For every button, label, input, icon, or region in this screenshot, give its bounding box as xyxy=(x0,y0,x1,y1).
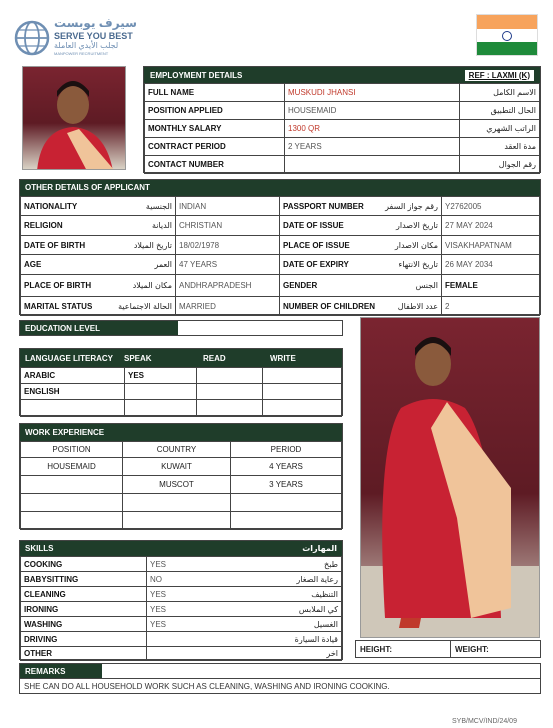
height-label: HEIGHT: xyxy=(356,641,451,657)
other-value: ANDHRAPRADESH xyxy=(176,275,280,297)
language-table xyxy=(20,367,342,417)
language-cell: YES xyxy=(125,368,197,384)
other-value: 18/02/1978 xyxy=(176,236,280,255)
skill-value: YES xyxy=(147,602,262,617)
employment-label-ar: مدة العقد xyxy=(460,138,540,156)
work-col-period: PERIOD xyxy=(231,442,342,458)
brand-arabic: سيرف يوبست xyxy=(54,16,137,30)
language-col-speak: SPEAK xyxy=(124,353,152,363)
applicant-photo-large xyxy=(360,317,540,638)
skills-title: SKILLS xyxy=(25,544,54,553)
work-col-country: COUNTRY xyxy=(123,442,231,458)
other-label: RELIGION xyxy=(24,221,63,230)
other-label: DATE OF ISSUE xyxy=(283,221,344,230)
other-row xyxy=(21,236,540,255)
work-header-row xyxy=(21,442,342,458)
height-weight-row xyxy=(355,640,541,658)
other-label: PLACE OF ISSUE xyxy=(283,240,350,250)
language-col-literacy: LANGUAGE LITERACY xyxy=(25,353,113,363)
reference-number: REF : LAXMI (K) xyxy=(465,70,534,81)
language-header xyxy=(20,349,342,367)
language-row xyxy=(21,400,342,417)
employment-row xyxy=(145,84,540,102)
work-cell: KUWAIT xyxy=(123,458,231,476)
skill-label: DRIVING xyxy=(21,632,147,647)
other-label: AGE xyxy=(24,260,42,269)
other-value: 27 MAY 2024 xyxy=(442,216,540,236)
skills-section xyxy=(19,540,343,660)
india-flag-icon xyxy=(476,14,538,56)
work-cell xyxy=(123,512,231,530)
skills-row xyxy=(21,617,342,632)
other-value: INDIAN xyxy=(176,197,280,216)
other-row xyxy=(21,297,540,316)
education-row xyxy=(19,320,343,336)
other-label-ar: مكان الميلاد xyxy=(132,281,172,290)
other-value: Y2762005 xyxy=(442,197,540,216)
employment-value xyxy=(285,156,460,174)
other-label: GENDER xyxy=(283,281,318,290)
language-cell xyxy=(263,400,342,417)
work-cell: 3 YEARS xyxy=(231,476,342,494)
other-label-ar: الحالة الاجتماعية xyxy=(118,301,172,311)
other-value: CHRISTIAN xyxy=(176,216,280,236)
skill-value: YES xyxy=(147,617,262,632)
language-cell xyxy=(263,384,342,400)
skill-value: YES xyxy=(147,587,262,602)
work-cell: HOUSEMAID xyxy=(21,458,123,476)
other-label: MARITAL STATUS xyxy=(24,301,93,311)
skills-row xyxy=(21,557,342,572)
other-row xyxy=(21,255,540,275)
language-col-write: WRITE xyxy=(270,353,296,363)
employment-row xyxy=(145,102,540,120)
other-label: NATIONALITY xyxy=(24,201,78,211)
other-label-ar: الجنس xyxy=(415,281,438,290)
employment-label-ar: الحال التطبيق xyxy=(460,102,540,120)
employment-value: MUSKUDI JHANSI xyxy=(285,84,460,102)
skills-row xyxy=(21,602,342,617)
remarks-text: SHE CAN DO ALL HOUSEHOLD WORK SUCH AS CLEANING, WASHING AND IRONING COOKING. xyxy=(24,682,390,691)
skill-label: CLEANING xyxy=(21,587,147,602)
employment-row xyxy=(145,138,540,156)
language-row xyxy=(21,384,342,400)
skill-value xyxy=(147,647,262,661)
other-label-ar: مكان الاصدار xyxy=(394,240,438,250)
weight-label: WEIGHT: xyxy=(455,645,489,654)
other-label-ar: تاريخ الميلاد xyxy=(133,240,172,250)
skill-label-ar: كي الملابس xyxy=(262,602,342,617)
education-label: EDUCATION LEVEL xyxy=(20,321,178,335)
other-value: FEMALE xyxy=(442,275,540,297)
work-experience-section xyxy=(19,423,343,529)
employment-row xyxy=(145,120,540,138)
work-experience-header: WORK EXPERIENCE xyxy=(20,424,342,441)
logo xyxy=(14,16,174,60)
other-label: DATE OF EXPIRY xyxy=(283,260,349,269)
skills-row xyxy=(21,572,342,587)
skills-table xyxy=(20,556,342,661)
employment-title: EMPLOYMENT DETAILS xyxy=(150,70,243,80)
language-cell xyxy=(125,384,197,400)
skills-header xyxy=(20,541,342,556)
skill-label: BABYSITTING xyxy=(21,572,147,587)
employment-label: MONTHLY SALARY xyxy=(145,120,285,138)
employment-value: 2 YEARS xyxy=(285,138,460,156)
skills-row xyxy=(21,587,342,602)
skill-label: IRONING xyxy=(21,602,147,617)
globe-logo-icon xyxy=(14,20,50,56)
other-value: MARRIED xyxy=(176,297,280,316)
other-label-ar: الديانة xyxy=(151,221,172,230)
employment-label: CONTRACT PERIOD xyxy=(145,138,285,156)
language-cell: ARABIC xyxy=(21,368,125,384)
other-label-ar: تاريخ الانتهاء xyxy=(398,260,438,269)
other-label: NUMBER OF CHILDREN xyxy=(283,301,375,311)
brand-arabic-sub: لجلب الأيدي العاملة xyxy=(54,41,119,50)
other-value: 2 xyxy=(442,297,540,316)
language-row xyxy=(21,368,342,384)
work-cell xyxy=(231,512,342,530)
work-row xyxy=(21,458,342,476)
employment-value: HOUSEMAID xyxy=(285,102,460,120)
other-label-ar: تاريخ الاصدار xyxy=(395,221,438,230)
language-cell xyxy=(197,400,263,417)
skill-label-ar: التنظيف xyxy=(262,587,342,602)
language-cell: ENGLISH xyxy=(21,384,125,400)
skill-label-ar: قيادة السيارة xyxy=(262,632,342,647)
employment-label-ar: رقم الجوال xyxy=(460,156,540,174)
other-label-ar: الجنسية xyxy=(145,201,172,211)
other-value: VISAKHAPATNAM xyxy=(442,236,540,255)
remarks-header: REMARKS xyxy=(20,664,102,678)
skill-label-ar: اخر xyxy=(262,647,342,661)
other-label-ar: العمر xyxy=(154,260,172,269)
language-cell xyxy=(263,368,342,384)
employment-label: CONTACT NUMBER xyxy=(145,156,285,174)
other-value: 47 YEARS xyxy=(176,255,280,275)
other-row xyxy=(21,275,540,297)
other-details-table xyxy=(20,196,540,316)
work-cell xyxy=(21,512,123,530)
skill-label-ar: طبخ xyxy=(262,557,342,572)
brand-tagline: MANPOWER RECRUITMENT xyxy=(54,51,109,56)
other-label-ar: عدد الاطفال xyxy=(397,301,438,311)
other-value: 26 MAY 2034 xyxy=(442,255,540,275)
brand-name: SERVE YOU BEST xyxy=(54,31,133,41)
work-cell xyxy=(123,494,231,512)
education-value xyxy=(178,321,342,335)
work-col-position: POSITION xyxy=(21,442,123,458)
other-details-section xyxy=(19,179,541,315)
skills-title-ar: المهارات xyxy=(302,544,337,553)
work-row xyxy=(21,476,342,494)
skill-label: COOKING xyxy=(21,557,147,572)
language-cell xyxy=(125,400,197,417)
other-details-header: OTHER DETAILS OF APPLICANT xyxy=(20,180,540,196)
work-row xyxy=(21,494,342,512)
other-label: PASSPORT NUMBER xyxy=(283,201,364,211)
skill-value: YES xyxy=(147,557,262,572)
work-row xyxy=(21,512,342,530)
employment-label: FULL NAME xyxy=(145,84,285,102)
employment-label-ar: الراتب الشهري xyxy=(460,120,540,138)
document-code: SYB/MCV/IND/24/09 xyxy=(452,718,517,725)
employment-label: POSITION APPLIED xyxy=(145,102,285,120)
other-label-ar: رقم جواز السفر xyxy=(385,201,438,211)
employment-table xyxy=(144,83,540,174)
applicant-photo-small xyxy=(22,66,126,170)
skill-label: OTHER xyxy=(21,647,147,661)
language-cell xyxy=(197,384,263,400)
language-section xyxy=(19,348,343,416)
other-label: DATE OF BIRTH xyxy=(24,240,86,250)
remarks-section xyxy=(19,663,541,694)
work-cell xyxy=(21,476,123,494)
work-cell xyxy=(21,494,123,512)
language-cell xyxy=(197,368,263,384)
employment-value: 1300 QR xyxy=(285,120,460,138)
skill-value xyxy=(147,632,262,647)
work-cell: MUSCOT xyxy=(123,476,231,494)
skills-row xyxy=(21,632,342,647)
employment-label-ar: الاسم الكامل xyxy=(460,84,540,102)
employment-section xyxy=(143,66,541,173)
employment-header xyxy=(144,67,540,83)
language-cell xyxy=(21,400,125,417)
skill-value: NO xyxy=(147,572,262,587)
other-label: PLACE OF BIRTH xyxy=(24,281,92,290)
language-col-read: READ xyxy=(203,353,226,363)
work-cell xyxy=(231,494,342,512)
skills-row xyxy=(21,647,342,661)
employment-row xyxy=(145,156,540,174)
skill-label: WASHING xyxy=(21,617,147,632)
other-row xyxy=(21,216,540,236)
skill-label-ar: رعاية الصغار xyxy=(262,572,342,587)
work-experience-table xyxy=(20,441,342,530)
skill-label-ar: الغسيل xyxy=(262,617,342,632)
work-cell: 4 YEARS xyxy=(231,458,342,476)
other-row xyxy=(21,197,540,216)
